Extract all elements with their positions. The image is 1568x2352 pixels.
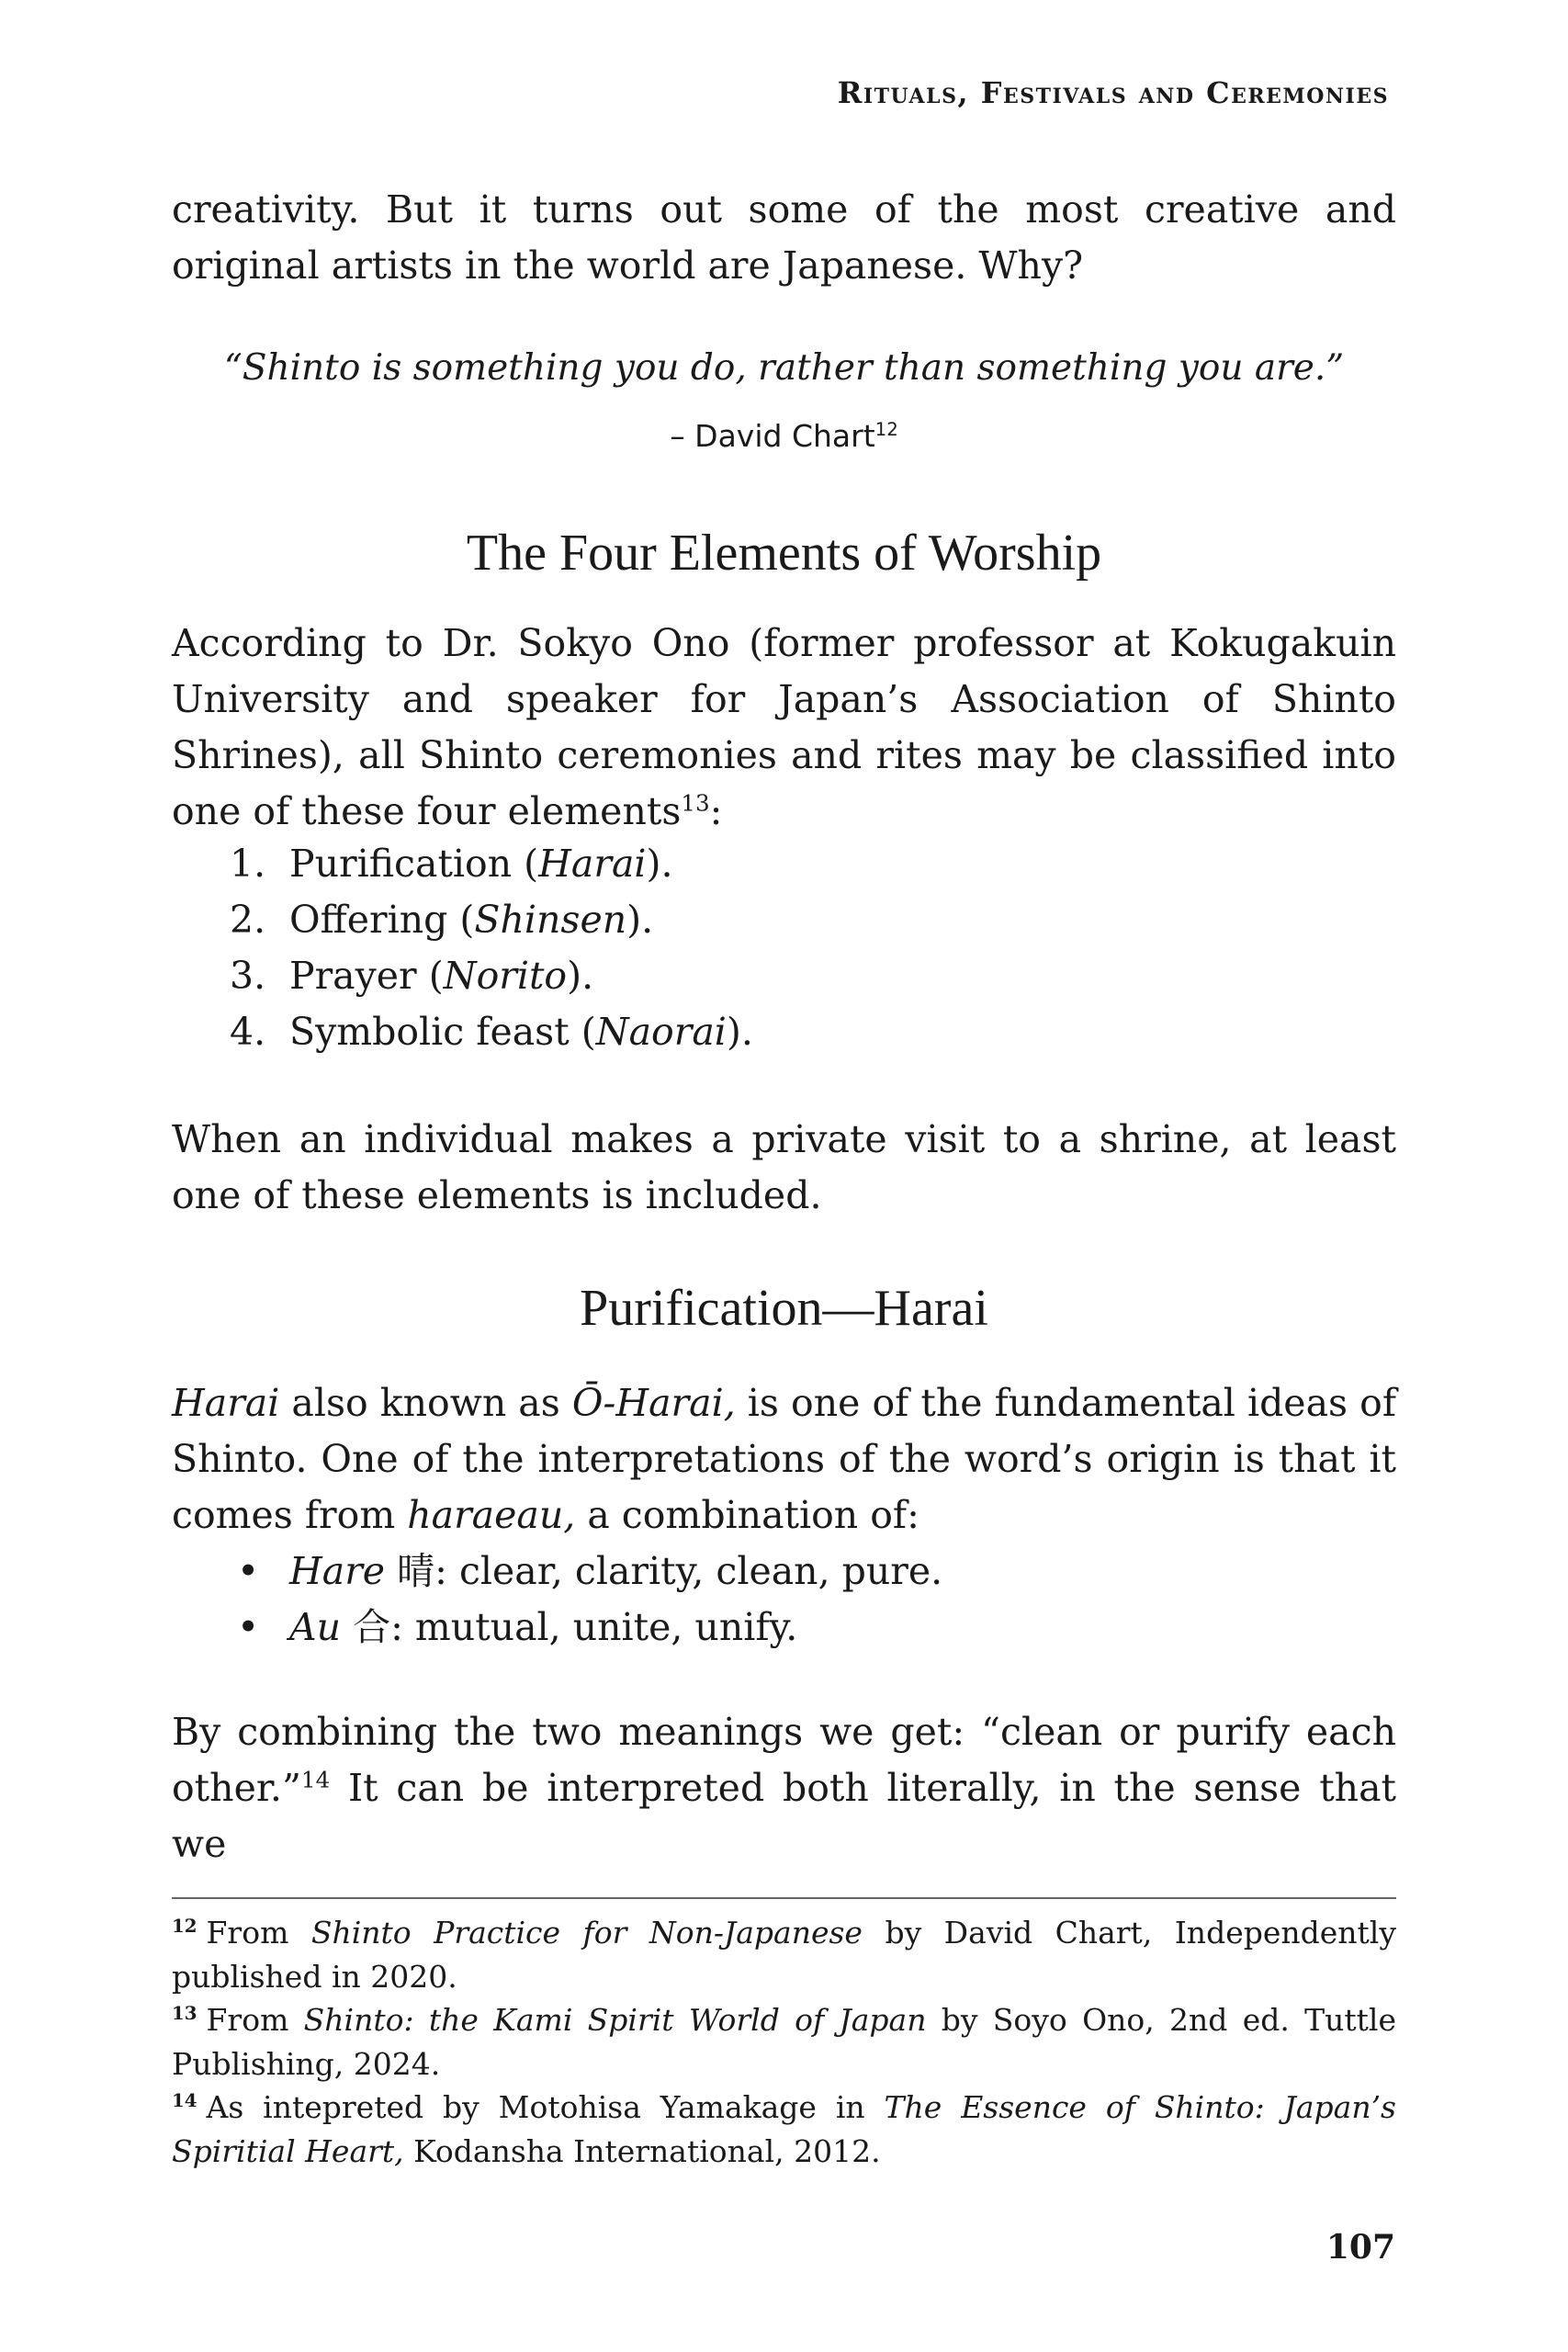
section-heading-purification: Purification—Harai (580, 1280, 988, 1337)
list-number: 1. (230, 842, 266, 886)
list-item (230, 1544, 942, 1600)
running-header: Rituals, Festivals and Ceremonies (837, 75, 1389, 110)
item-text: Purification ( (289, 842, 539, 886)
bullet-text: : clear, clarity, clean, pure. (434, 1549, 943, 1593)
attribution-text: – David Chart (670, 418, 875, 454)
footnote-ref-13: 13 (681, 789, 710, 817)
footnote-12 (172, 1911, 1396, 1999)
harai-intro (172, 1375, 1396, 1544)
item-term: Norito (443, 954, 568, 998)
harai-closing (172, 1704, 1396, 1872)
harai-bullets (230, 1544, 942, 1656)
bullet-icon: • (237, 1605, 260, 1649)
term-o-harai: Ō-Harai, (571, 1381, 736, 1425)
list-number: 4. (230, 1010, 266, 1054)
footnote-divider (172, 1897, 1396, 1899)
footnote-number: 14 (172, 2089, 197, 2111)
item-term: Harai (538, 842, 647, 886)
footnote-number: 12 (172, 1915, 197, 1937)
footnote-text-b: by Soyo Ono, 2nd ed. Tuttle Publishing, 2024. (172, 2002, 1396, 2082)
harai-intro-a: also known as (279, 1381, 572, 1425)
list-item (230, 836, 753, 892)
footnote-14 (172, 2086, 1396, 2174)
footnote-text-a: From (206, 1915, 311, 1951)
footnote-title: Shinto Practice for Non-Japanese (310, 1915, 863, 1951)
harai-intro-b: is one of the fundamental ideas of Shinto. One of the interpretations of the word’s origin is that it comes from (172, 1381, 1396, 1537)
closing-b: It can be interpreted both literally, in the sense that we (172, 1766, 1396, 1866)
intro-colon: : (709, 789, 723, 833)
epigraph-quote: “Shinto is something you do, rather than something you are.” (223, 347, 1345, 389)
four-elements-closing: When an individual makes a private visit to a shrine, at least one of these elements is included. (172, 1117, 1396, 1217)
intro-text: According to Dr. Sokyo Ono (former professor at Kokugakuin University and speaker for Japan’s Association of Shinto Shrines), all Shinto ceremonies and rites may be classified into one of these four elements (172, 621, 1396, 833)
term-harai: Harai (172, 1381, 280, 1425)
item-end: ). (567, 954, 594, 998)
footnote-ref-14: 14 (300, 1766, 331, 1793)
bullet-term: Au (289, 1605, 342, 1649)
item-text: Prayer ( (289, 954, 444, 998)
item-end: ). (626, 898, 654, 942)
footnote-ref-12: 12 (874, 419, 898, 440)
bullet-kanji: 合 (353, 1605, 391, 1649)
footnote-title: Shinto: the Kami Spirit World of Japan (303, 2002, 927, 2038)
item-text: Offering ( (289, 898, 475, 942)
bullet-kanji: 晴 (397, 1549, 435, 1593)
footnote-13 (172, 1998, 1396, 2086)
item-term: Shinsen (474, 898, 627, 942)
footnote-text-b: by David Chart, Independently published in 2020. (172, 1915, 1396, 1995)
list-item (230, 892, 753, 948)
item-text: Symbolic feast ( (289, 1010, 596, 1054)
bullet-icon: • (237, 1549, 260, 1593)
four-elements-intro (172, 616, 1396, 840)
item-term: Naorai (595, 1010, 727, 1054)
closing-a: By combining the two meanings we get: “clean or purify each other.” (172, 1710, 1396, 1810)
paragraph-continued: creativity. But it turns out some of the most creative and original artists in the world are Japanese. Why? (172, 187, 1396, 288)
term-haraeau: haraeau, (407, 1493, 576, 1537)
list-item (230, 948, 753, 1004)
quote-attribution (172, 418, 1396, 454)
bullet-term: Hare (289, 1549, 386, 1593)
footnote-title: The Essence of Shinto: Japan’s Spiritial Heart, (172, 2089, 1396, 2169)
list-item (230, 1004, 753, 1060)
footnote-text-b: Kodansha International, 2012. (403, 2133, 881, 2169)
item-end: ). (646, 842, 673, 886)
footnote-number: 13 (172, 2002, 197, 2024)
list-number: 3. (230, 954, 266, 998)
bullet-text: : mutual, unite, unify. (390, 1605, 798, 1649)
list-number: 2. (230, 898, 266, 942)
section-heading-four-elements: The Four Elements of Worship (466, 525, 1102, 582)
four-elements-list (230, 836, 753, 1060)
harai-intro-c: a combination of: (575, 1493, 919, 1537)
page-number: 107 (1325, 2228, 1395, 2267)
footnote-text-a: As intepreted by Motohisa Yamakage in (206, 2089, 885, 2125)
list-item (230, 1600, 942, 1656)
footnote-text-a: From (206, 2002, 304, 2038)
item-end: ). (726, 1010, 753, 1054)
